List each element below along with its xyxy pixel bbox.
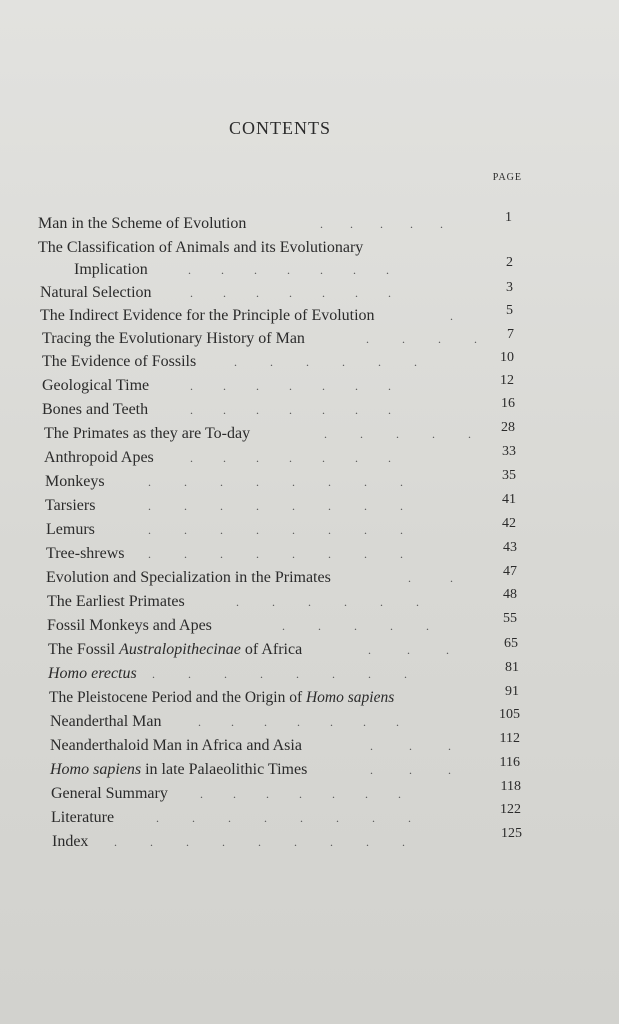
leader-dots: . . . . . . . . bbox=[152, 667, 407, 681]
toc-entry-title: Evolution and Specialization in the Primates bbox=[46, 569, 331, 586]
leader-dots: . . . . . . . bbox=[190, 379, 391, 393]
toc-entry-page: 5 bbox=[506, 303, 513, 318]
toc-entry-page: 3 bbox=[506, 280, 513, 295]
toc-entry-title: Neanderthaloid Man in Africa and Asia bbox=[50, 737, 302, 754]
leader-dots: . . . . . . . bbox=[190, 403, 391, 417]
toc-entry-page: 41 bbox=[502, 492, 516, 507]
leader-dots: . . . . . . . bbox=[190, 451, 391, 465]
toc-entry-page: 118 bbox=[500, 779, 521, 794]
toc-entry-page: 16 bbox=[501, 396, 515, 411]
toc-entry-page: 81 bbox=[505, 660, 519, 675]
leader-dots: . . . . . . . bbox=[198, 715, 399, 729]
toc-entry-page: 43 bbox=[503, 540, 517, 555]
leader-dots: . . . . . . . . bbox=[148, 475, 403, 489]
leader-dots: . . . . . . . . bbox=[148, 547, 403, 561]
leader-dots: . . . . . . bbox=[234, 355, 417, 369]
leader-dots: . . bbox=[408, 571, 453, 585]
toc-entry-page: 116 bbox=[499, 755, 520, 770]
toc-entry-title: Tree-shrews bbox=[46, 545, 125, 562]
leader-dots: . . . . . . . . bbox=[156, 811, 411, 825]
toc-entry-title: Monkeys bbox=[45, 473, 105, 490]
toc-entry-title-cont: Implication bbox=[74, 261, 148, 278]
page-title: CONTENTS bbox=[229, 118, 331, 138]
toc-entry-page: 91 bbox=[505, 684, 519, 699]
toc-entry-title: General Summary bbox=[51, 785, 168, 802]
leader-dots: . . . . . . . bbox=[188, 263, 389, 277]
leader-dots: . . . . . . . . bbox=[148, 499, 403, 513]
toc-entry-title: Fossil Monkeys and Apes bbox=[47, 617, 212, 634]
toc-entry-title: Tarsiers bbox=[45, 497, 96, 514]
leader-dots: . . . . bbox=[366, 332, 477, 346]
toc-entry-title: Natural Selection bbox=[40, 284, 152, 301]
leader-dots: . . . bbox=[370, 763, 451, 777]
toc-entry-title: Geological Time bbox=[42, 377, 150, 394]
toc-entry-page: 12 bbox=[500, 373, 514, 388]
toc-entry-page: 10 bbox=[500, 350, 514, 365]
toc-entry-title: Man in the Scheme of Evolution bbox=[38, 215, 247, 232]
toc-entry-title: The Earliest Primates bbox=[47, 593, 185, 610]
toc-entry-title: Neanderthal Man bbox=[50, 713, 162, 730]
toc-entry-title-italic: Homo sapiens bbox=[305, 689, 395, 706]
toc-entry-page: 47 bbox=[503, 564, 517, 579]
leader-dots: . . . . . bbox=[324, 427, 471, 441]
toc-entry-page: 7 bbox=[507, 327, 514, 342]
toc-entry-title-text: of Africa bbox=[240, 641, 303, 658]
toc-entry-title: Bones and Teeth bbox=[42, 401, 149, 418]
toc-entry-page: 42 bbox=[502, 516, 516, 531]
toc-entry-title: The Classification of Animals and its Evolutionary bbox=[38, 239, 364, 256]
leader-dots: . . . . . . . . . bbox=[114, 835, 405, 849]
toc-entry-title-text: in late Palaeolithic Times bbox=[141, 761, 308, 778]
toc-entry-page: 125 bbox=[501, 826, 522, 841]
toc-entry-page: 112 bbox=[499, 731, 520, 746]
toc-entry-title: Index bbox=[52, 833, 89, 850]
toc-entry-title: Homo erectus bbox=[48, 665, 137, 682]
toc-entry-title: Tracing the Evolutionary History of Man bbox=[42, 330, 305, 347]
leader-dots: . . . . . bbox=[320, 217, 443, 231]
toc-entry-title: Literature bbox=[51, 809, 115, 826]
toc-entry-page: 48 bbox=[503, 587, 517, 602]
toc-entry-title-text: The Pleistocene Period and the Origin of bbox=[49, 689, 306, 706]
page-column-label: PAGE bbox=[492, 172, 522, 183]
toc-entry-page: 35 bbox=[502, 468, 516, 483]
leader-dots: . . . . . bbox=[282, 619, 429, 633]
toc-entry-title bbox=[49, 687, 394, 709]
toc-entry-page: 55 bbox=[503, 611, 517, 626]
leader-dots: . . . . . . . . bbox=[148, 523, 403, 537]
leader-dots: . . . bbox=[370, 739, 451, 753]
toc-entry-page: 28 bbox=[501, 420, 515, 435]
toc-entry-page: 122 bbox=[500, 802, 521, 817]
toc-entry-page: 2 bbox=[506, 255, 513, 270]
leader-dots: . . . . . . bbox=[236, 595, 419, 609]
toc-entry-title: Anthropoid Apes bbox=[44, 449, 154, 466]
toc-entry-title: The Evidence of Fossils bbox=[42, 353, 197, 370]
leader-dots: . . . . . . . bbox=[200, 787, 401, 801]
leader-dots: . bbox=[450, 309, 453, 323]
leader-dots: . . . bbox=[368, 643, 449, 657]
toc-entry-title-text: The Fossil bbox=[48, 641, 120, 658]
toc-entry-page: 33 bbox=[502, 444, 516, 459]
toc-entry-page: 1 bbox=[505, 210, 512, 225]
toc-entry-title: The Primates as they are To-day bbox=[44, 425, 251, 442]
toc-entry-title: The Indirect Evidence for the Principle of Evolution bbox=[40, 307, 375, 324]
toc-entry-title bbox=[48, 639, 302, 661]
toc-entry-title-italic: Homo sapiens bbox=[50, 761, 142, 778]
toc-entry-title-italic: Australopithecinae bbox=[119, 641, 241, 658]
toc-entry-page: 65 bbox=[504, 636, 518, 651]
toc-entry-page: 105 bbox=[499, 707, 520, 722]
toc-entry-title bbox=[50, 759, 307, 781]
toc-entry-title: Lemurs bbox=[46, 521, 95, 538]
leader-dots: . . . . . . . bbox=[190, 286, 391, 300]
